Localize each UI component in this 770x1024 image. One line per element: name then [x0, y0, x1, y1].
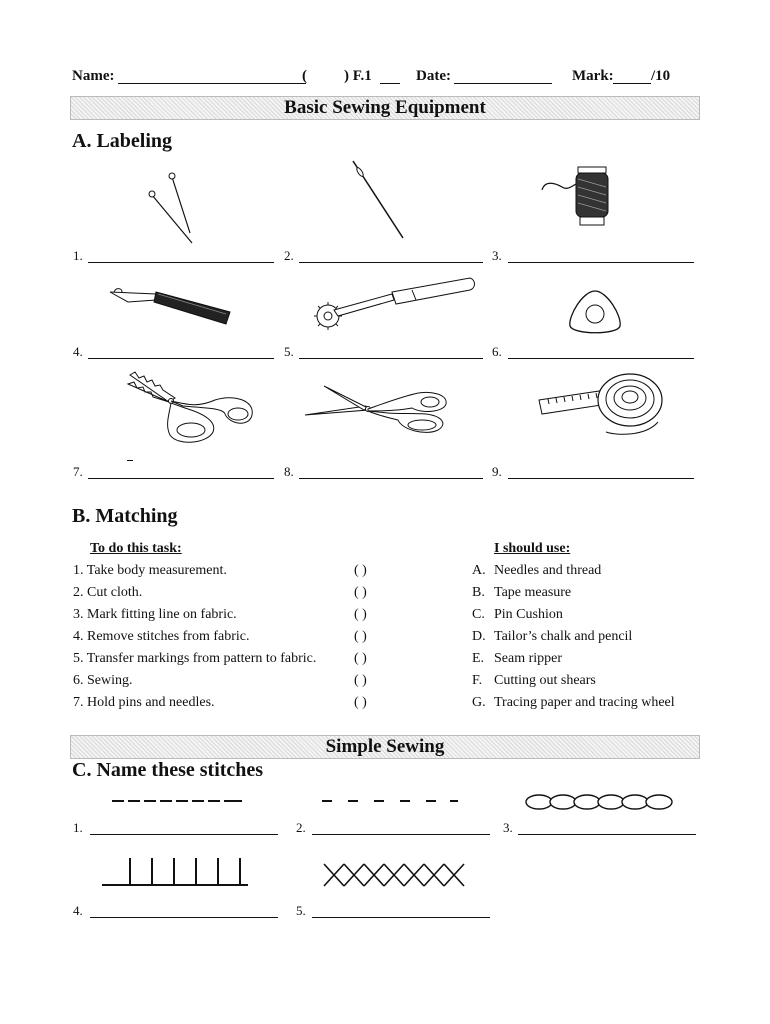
stitch-number: 1.	[73, 820, 83, 835]
name-label: Name:	[72, 68, 115, 84]
stitch-number: 2.	[296, 820, 306, 835]
label-number: 7.	[73, 464, 83, 479]
tracing-wheel-icon	[312, 276, 477, 336]
option-letter: C.	[472, 607, 485, 622]
stitch-answer-blank[interactable]	[90, 917, 278, 918]
answer-parentheses[interactable]: ( )	[354, 651, 367, 666]
section-banner-simple-sewing	[70, 735, 700, 759]
option-letter: B.	[472, 585, 485, 600]
answer-parentheses[interactable]: ( )	[354, 673, 367, 688]
class-label: ) F.1	[344, 68, 372, 84]
needle-icon	[348, 158, 408, 243]
answer-parentheses[interactable]: ( )	[354, 695, 367, 710]
option-letter: F.	[472, 673, 483, 688]
shears-icon	[302, 380, 452, 442]
label-number: 6.	[492, 344, 502, 359]
option-text: Needles and thread	[494, 563, 602, 578]
answer-blank[interactable]	[299, 478, 483, 479]
date-label: Date:	[416, 68, 451, 84]
option-text: Tailor’s chalk and pencil	[494, 629, 633, 644]
section-banner-equipment	[70, 96, 700, 120]
answer-blank[interactable]	[299, 262, 483, 263]
label-number: 4.	[73, 344, 83, 359]
answer-blank[interactable]	[88, 478, 274, 479]
option-letter: D.	[472, 629, 486, 644]
answer-parentheses[interactable]: ( )	[354, 563, 367, 578]
task-item: 6. Sewing.	[73, 673, 133, 688]
task-item: 5. Transfer markings from pattern to fabric.	[73, 651, 317, 666]
answer-blank[interactable]	[508, 262, 694, 263]
class-number-open-paren: (	[302, 68, 307, 84]
task-item: 7. Hold pins and needles.	[73, 695, 215, 710]
stitch-answer-blank[interactable]	[312, 917, 490, 918]
option-text: Tracing paper and tracing wheel	[494, 695, 675, 710]
tool-column-heading: I should use:	[494, 541, 571, 556]
tailors-chalk-icon	[565, 288, 625, 338]
label-number: 2.	[284, 248, 294, 263]
tape-measure-icon	[536, 372, 666, 438]
label-number: 3.	[492, 248, 502, 263]
label-number: 1.	[73, 248, 83, 263]
option-letter: A.	[472, 563, 486, 578]
option-text: Seam ripper	[494, 651, 563, 666]
answer-parentheses[interactable]: ( )	[354, 629, 367, 644]
label-number: 9.	[492, 464, 502, 479]
answer-blank[interactable]	[508, 478, 694, 479]
pinking-shears-icon	[125, 370, 260, 450]
running-stitch-icon	[110, 795, 245, 807]
answer-blank[interactable]	[88, 262, 274, 263]
thread-spool-icon	[540, 165, 615, 230]
stitch-answer-blank[interactable]	[90, 834, 278, 835]
banner-title: Simple Sewing	[325, 736, 445, 757]
option-text: Pin Cushion	[494, 607, 563, 622]
blanket-stitch-icon	[100, 856, 252, 888]
option-letter: G.	[472, 695, 486, 710]
answer-blank[interactable]	[88, 358, 274, 359]
option-letter: E.	[472, 651, 485, 666]
stitch-answer-blank[interactable]	[518, 834, 696, 835]
mark-total: /10	[651, 68, 671, 84]
stitch-number: 4.	[73, 903, 83, 918]
task-item: 1. Take body measurement.	[73, 563, 227, 578]
section-b-heading: B. Matching	[72, 505, 178, 527]
option-text: Tape measure	[494, 585, 572, 600]
stitch-number: 5.	[296, 903, 306, 918]
answer-blank[interactable]	[508, 358, 694, 359]
stitch-answer-blank[interactable]	[312, 834, 490, 835]
name-blank[interactable]	[118, 83, 306, 84]
tacking-stitch-icon	[320, 795, 460, 807]
answer-parentheses[interactable]: ( )	[354, 585, 367, 600]
answer-parentheses[interactable]: ( )	[354, 607, 367, 622]
seam-ripper-icon	[108, 282, 238, 327]
task-column-heading: To do this task:	[90, 541, 182, 556]
label-number: 5.	[284, 344, 294, 359]
mark-blank[interactable]	[613, 83, 651, 84]
answer-blank[interactable]	[299, 358, 483, 359]
task-item: 3. Mark fitting line on fabric.	[73, 607, 237, 622]
label-number: 8.	[284, 464, 294, 479]
date-blank[interactable]	[454, 83, 552, 84]
section-c-heading: C. Name these stitches	[72, 759, 264, 781]
mark-label: Mark:	[572, 68, 614, 84]
task-item: 2. Cut cloth.	[73, 585, 143, 600]
cross-stitch-icon	[322, 862, 466, 888]
banner-title: Basic Sewing Equipment	[284, 97, 486, 118]
stray-mark	[127, 460, 133, 461]
pins-icon	[140, 165, 200, 245]
section-a-heading: A. Labeling	[72, 130, 173, 152]
chain-stitch-icon	[525, 792, 675, 812]
stitch-number: 3.	[503, 820, 513, 835]
task-item: 4. Remove stitches from fabric.	[73, 629, 250, 644]
option-text: Cutting out shears	[494, 673, 596, 688]
class-blank[interactable]	[380, 83, 400, 84]
